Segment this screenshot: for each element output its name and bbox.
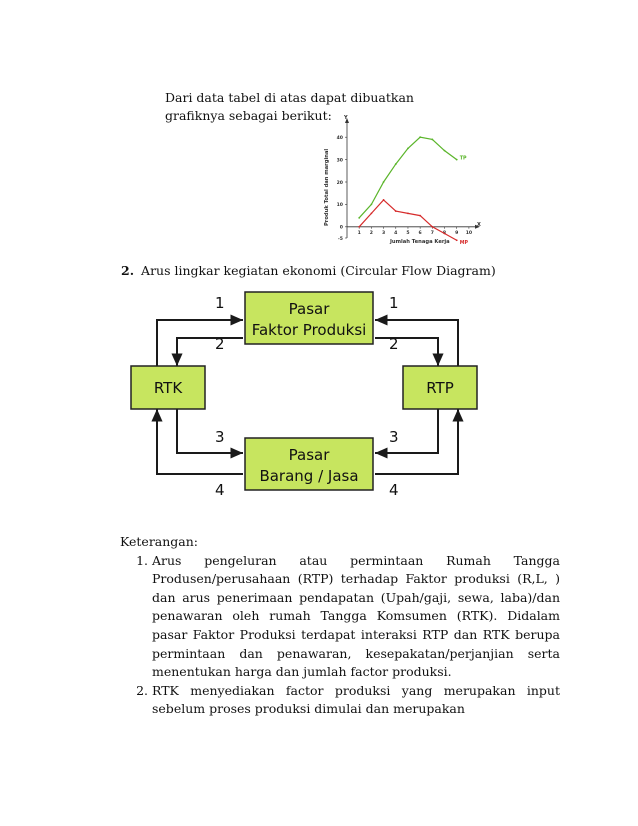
chart-point-mp — [370, 212, 372, 214]
chart-x-tick-label: 3 — [381, 230, 386, 236]
chart-x-tick-label: 10 — [465, 230, 473, 236]
section-2-heading — [121, 263, 496, 278]
notes-item-2: 2. RTK menyediakan factor produksi yang merupakan input sebelum proses produksi dimulai dan merupakan — [152, 682, 560, 719]
chart-x-tick-label: 4 — [394, 230, 398, 236]
chart-x-tick-label: 5 — [406, 230, 410, 236]
chart-point-mp — [395, 210, 397, 212]
notes-item-1: 1. Arus pengeluran atau permintaan Rumah Tangga Produsen/perusahaan (RTP) terhadap Faktor produksi (R,L, ) dan arus penerimaan pendapatan (Upah/gaji, sewa, laba)/dan penawaran oleh rumah Tangga Komsumen (RTK). Didalam pasar Faktor Produksi terdapat interaksi RTP dan RTK berupa permintaan dan penawaran, kesepakatan/perjanjian serta menentukan harga dan jumlah factor produksi. — [152, 552, 560, 682]
flow-arrow-4-right — [375, 409, 458, 474]
flow-number-2-right: 2 — [389, 335, 399, 353]
box-bottom-line-1: Pasar — [288, 446, 330, 464]
box-top-line-1: Pasar — [288, 300, 330, 318]
chart-series-label-mp: MP — [459, 241, 469, 247]
flow-number-1-left: 1 — [215, 294, 225, 312]
flow-number-2-left: 2 — [215, 335, 225, 353]
chart-point-mp — [358, 226, 360, 228]
notes-section — [120, 533, 560, 719]
chart-point-tp — [419, 136, 421, 138]
chart-x-tick-label: 1 — [357, 230, 361, 236]
chart-point-tp — [431, 139, 433, 141]
chart-y-tick-label: 30 — [336, 158, 343, 164]
flow-number-3-left: 3 — [215, 428, 225, 446]
chart-x-tick-label: 6 — [418, 230, 422, 236]
notes-title: Keterangan: — [120, 534, 199, 549]
chart-point-tp — [444, 150, 446, 152]
chart-y-tick-label: 0 — [339, 225, 343, 231]
box-top-line-2: Faktor Produksi — [251, 321, 367, 339]
flow-arrow-1-left — [157, 320, 243, 366]
chart-series-label-tp: TP — [459, 156, 467, 162]
chart-series — [358, 136, 468, 246]
flow-arrow-4-left — [157, 409, 243, 474]
chart-y-tick-label: -5 — [337, 236, 343, 242]
flow-arrow-3-left — [177, 409, 243, 453]
chart-x-axis-label: Jumlah Tenaga Kerja — [390, 239, 450, 245]
flow-number-3-right: 3 — [389, 428, 399, 446]
chart-y-tick-label: 20 — [336, 180, 343, 186]
flow-number-1-right: 1 — [389, 294, 399, 312]
flow-arrow-1-right — [375, 320, 458, 366]
flow-arrow-3-right — [375, 409, 438, 453]
flow-number-4-left: 4 — [215, 481, 225, 499]
box-rtk-label: RTK — [153, 379, 183, 397]
chart-ticks — [337, 135, 473, 242]
notes-list — [120, 552, 560, 719]
circular-flow-diagram — [125, 286, 485, 508]
intro-line-2: grafiknya sebagai berikut: — [165, 108, 332, 123]
chart-point-mp — [444, 233, 446, 235]
chart-x-tick-label: 7 — [430, 230, 434, 236]
chart-point-tp — [395, 163, 397, 165]
chart-y-tick-label: 40 — [336, 136, 343, 141]
intro-line-1: Dari data tabel di atas dapat dibuatkan — [165, 90, 414, 105]
chart-point-tp — [456, 159, 458, 161]
chart-point-mp — [419, 215, 421, 217]
chart-x-tick-label: 2 — [369, 230, 373, 236]
chart-x-letter: X — [477, 222, 481, 228]
chart-point-tp — [370, 204, 372, 206]
section-2-title: Arus lingkar kegiatan ekonomi (Circular Flow Diagram) — [141, 263, 496, 278]
chart-y-letter: Y — [344, 115, 348, 121]
flow-arrow-2-right — [375, 338, 438, 366]
chart-point-tp — [383, 181, 385, 183]
flow-arrow-2-left — [177, 338, 243, 366]
chart-point-mp — [407, 212, 409, 214]
chart-y-tick-label: 10 — [336, 203, 343, 209]
section-2-number: 2. — [121, 263, 135, 278]
chart-point-mp — [431, 226, 433, 228]
chart-y-axis-label: Produk Total dan marginal — [324, 148, 330, 226]
box-bottom-line-2: Barang / Jasa — [259, 467, 359, 485]
box-rtp-label: RTP — [426, 379, 454, 397]
production-chart — [305, 108, 485, 248]
chart-x-tick-label: 9 — [455, 230, 459, 236]
chart-point-mp — [383, 199, 385, 201]
chart-point-tp — [407, 148, 409, 150]
chart-point-tp — [358, 217, 360, 219]
chart-point-mp — [456, 239, 458, 241]
flow-number-4-right: 4 — [389, 481, 399, 499]
